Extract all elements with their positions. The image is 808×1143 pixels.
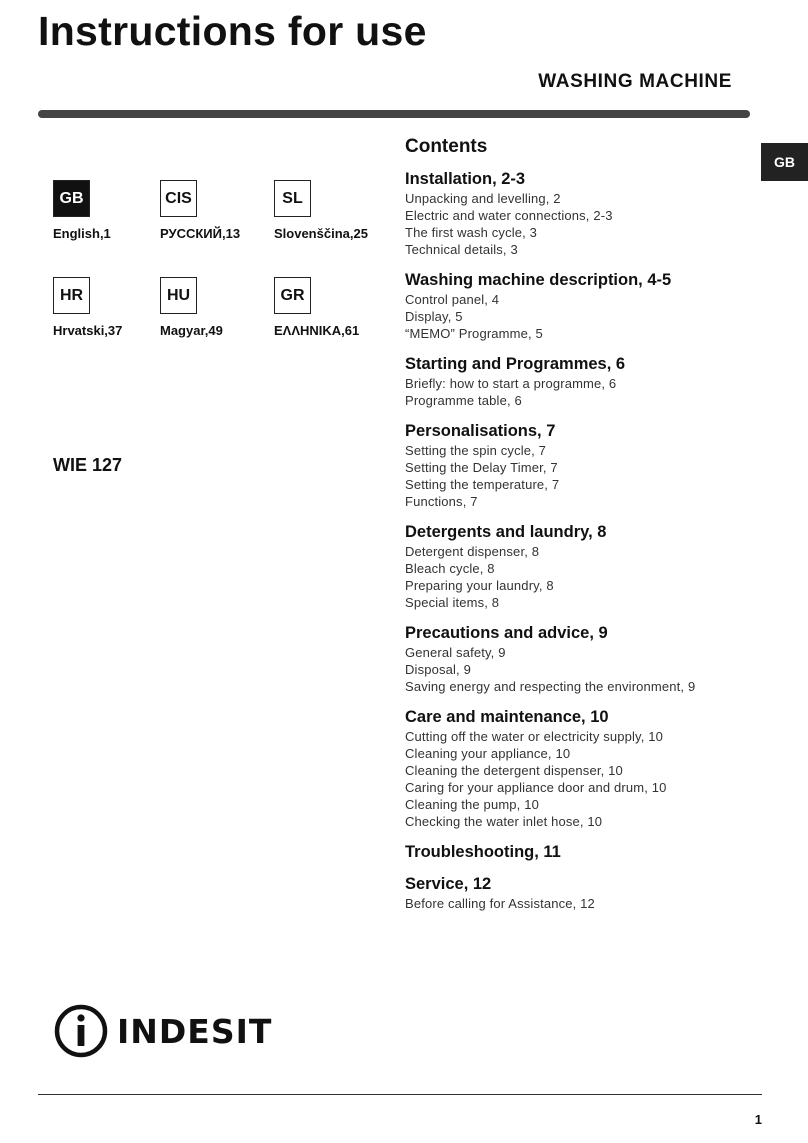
contents-item[interactable]: Cleaning the pump, 10 [405, 797, 539, 812]
contents-item[interactable]: Unpacking and levelling, 2 [405, 191, 561, 206]
contents-item[interactable]: Setting the Delay Timer, 7 [405, 460, 558, 475]
contents-section [405, 355, 750, 409]
language-code-box: GR [274, 277, 311, 314]
section-items [405, 895, 750, 912]
section-items [405, 375, 750, 409]
contents-item[interactable]: Cutting off the water or electricity supply, 10 [405, 729, 664, 744]
language-entry-gr[interactable] [274, 277, 374, 338]
section-heading[interactable]: Starting and Programmes, 6 [405, 355, 626, 373]
language-entry-hu[interactable] [160, 277, 260, 338]
language-entry-sl[interactable] [274, 180, 374, 241]
language-entry-cis[interactable] [160, 180, 260, 241]
language-label: English,1 [53, 226, 111, 241]
language-label: ΕΛΛΗΝΙΚΑ,61 [274, 323, 360, 338]
contents-item[interactable]: Bleach cycle, 8 [405, 561, 495, 576]
language-label: РУССКИЙ,13 [160, 226, 241, 241]
contents-item[interactable]: Checking the water inlet hose, 10 [405, 814, 603, 829]
contents-section [405, 523, 750, 611]
contents-item[interactable]: Technical details, 3 [405, 242, 518, 257]
contents-section [405, 170, 750, 258]
language-label: Slovenščina,25 [274, 226, 368, 241]
contents-item[interactable]: Saving energy and respecting the environment, 9 [405, 679, 696, 694]
model-number: WIE 127 [53, 455, 123, 475]
language-entry-hr[interactable] [53, 277, 153, 338]
section-heading[interactable]: Troubleshooting, 11 [405, 843, 561, 861]
contents-item[interactable]: Display, 5 [405, 309, 463, 324]
contents-item[interactable]: The first wash cycle, 3 [405, 225, 538, 240]
document-title: Instructions for use [38, 8, 427, 54]
contents-item[interactable]: “MEMO” Programme, 5 [405, 326, 543, 341]
language-label: Hrvatski,37 [53, 323, 123, 338]
section-heading[interactable]: Personalisations, 7 [405, 422, 556, 440]
contents-item[interactable]: Special items, 8 [405, 595, 500, 610]
contents-item[interactable]: Preparing your laundry, 8 [405, 578, 554, 593]
section-items [405, 644, 750, 695]
section-heading[interactable]: Care and maintenance, 10 [405, 708, 609, 726]
contents-section [405, 875, 750, 912]
contents-section [405, 271, 750, 342]
contents-item[interactable]: Caring for your appliance door and drum, 10 [405, 780, 667, 795]
contents-item[interactable]: Setting the temperature, 7 [405, 477, 560, 492]
contents-item[interactable]: Setting the spin cycle, 7 [405, 443, 547, 458]
contents-section [405, 422, 750, 510]
language-code-box: SL [274, 180, 311, 217]
language-code-box: CIS [160, 180, 197, 217]
section-items [405, 190, 750, 258]
section-heading[interactable]: Precautions and advice, 9 [405, 624, 608, 642]
section-items [405, 543, 750, 611]
section-items [405, 442, 750, 510]
page-number: 1 [754, 1112, 762, 1127]
language-entry-gb[interactable] [53, 180, 153, 241]
table-of-contents [405, 136, 750, 925]
section-heading[interactable]: Installation, 2-3 [405, 170, 526, 188]
contents-item[interactable]: Control panel, 4 [405, 292, 500, 307]
contents-item[interactable]: Before calling for Assistance, 12 [405, 896, 595, 911]
footer-divider [38, 1094, 762, 1095]
brand-wordmark: INDESIT [117, 1011, 273, 1051]
product-type: WASHING MACHINE [538, 71, 732, 92]
section-items [405, 291, 750, 342]
language-label: Magyar,49 [160, 323, 223, 338]
header-divider [38, 110, 750, 118]
contents-item[interactable]: Functions, 7 [405, 494, 478, 509]
contents-item[interactable]: Cleaning the detergent dispenser, 10 [405, 763, 623, 778]
language-code-box: GB [53, 180, 90, 217]
section-heading[interactable]: Washing machine description, 4-5 [405, 271, 672, 289]
section-heading[interactable]: Service, 12 [405, 875, 492, 893]
contents-item[interactable]: Programme table, 6 [405, 393, 522, 408]
contents-title: Contents [405, 136, 488, 157]
section-items [405, 728, 750, 830]
brand-logo [53, 1003, 272, 1059]
contents-item[interactable]: Detergent dispenser, 8 [405, 544, 540, 559]
contents-item[interactable]: Disposal, 9 [405, 662, 471, 677]
language-code-box: HU [160, 277, 197, 314]
contents-item[interactable]: Briefly: how to start a programme, 6 [405, 376, 617, 391]
contents-section [405, 708, 750, 830]
language-code-box: HR [53, 277, 90, 314]
section-heading[interactable]: Detergents and laundry, 8 [405, 523, 607, 541]
contents-section [405, 624, 750, 695]
contents-item[interactable]: General safety, 9 [405, 645, 506, 660]
contents-section [405, 843, 750, 862]
language-side-tab: GB [761, 143, 808, 181]
contents-item[interactable]: Electric and water connections, 2-3 [405, 208, 613, 223]
indesit-logo-icon [53, 1003, 109, 1059]
contents-item[interactable]: Cleaning your appliance, 10 [405, 746, 571, 761]
